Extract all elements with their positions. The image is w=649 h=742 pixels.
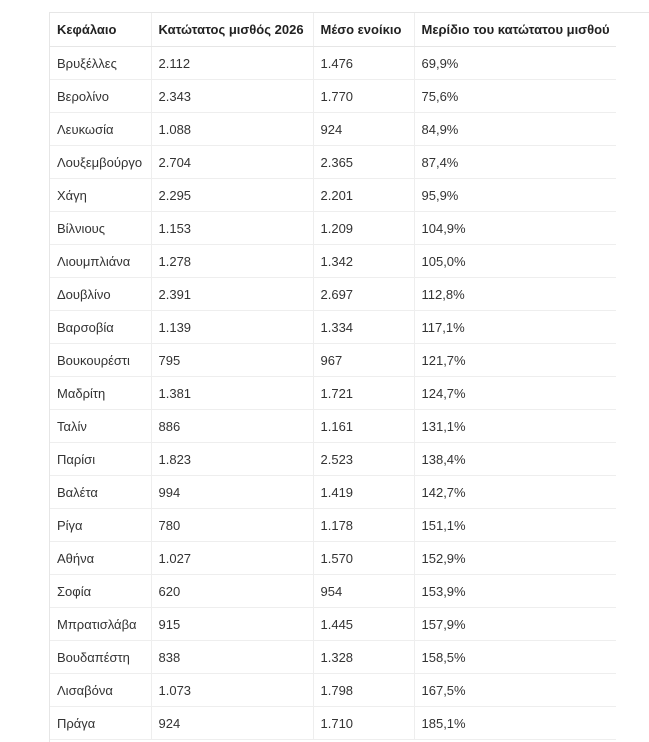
cell-share: 131,1% [414,410,616,443]
cell-capital: Λιουμπλιάνα [50,245,151,278]
table-row [50,608,616,641]
table-row [50,344,616,377]
cell-share: 87,4% [414,146,616,179]
cell-average-rent: 2.365 [313,146,414,179]
cell-min-wage: 2.295 [151,179,313,212]
table-row [50,641,616,674]
cell-capital: Μπρατισλάβα [50,608,151,641]
table-row [50,542,616,575]
table-row [50,707,616,740]
table-row [50,113,616,146]
cell-capital: Ρίγα [50,509,151,542]
cell-share: 158,5% [414,641,616,674]
cell-capital: Βαρσοβία [50,311,151,344]
data-table-container [49,12,649,740]
min-wage-rent-table [50,13,616,740]
cell-min-wage: 1.823 [151,443,313,476]
cell-capital: Ταλίν [50,410,151,443]
table-row [50,80,616,113]
cell-share: 121,7% [414,344,616,377]
cell-average-rent: 1.209 [313,212,414,245]
cell-share: 75,6% [414,80,616,113]
table-row [50,575,616,608]
table-row [50,476,616,509]
table-row [50,674,616,707]
cell-min-wage: 1.139 [151,311,313,344]
cell-min-wage: 1.153 [151,212,313,245]
cell-min-wage: 838 [151,641,313,674]
cell-min-wage: 1.073 [151,674,313,707]
cell-min-wage: 2.391 [151,278,313,311]
cell-average-rent: 1.710 [313,707,414,740]
table-row [50,47,616,80]
cell-share: 95,9% [414,179,616,212]
cell-min-wage: 1.027 [151,542,313,575]
cell-share: 124,7% [414,377,616,410]
cell-min-wage: 994 [151,476,313,509]
cell-average-rent: 1.445 [313,608,414,641]
cell-capital: Βερολίνο [50,80,151,113]
cell-average-rent: 2.523 [313,443,414,476]
cell-average-rent: 2.201 [313,179,414,212]
cell-share: 167,5% [414,674,616,707]
cell-share: 152,9% [414,542,616,575]
table-continuation [49,736,58,742]
header-capital: Κεφάλαιο [50,13,151,47]
cell-average-rent: 1.798 [313,674,414,707]
cell-capital: Παρίσι [50,443,151,476]
cell-average-rent: 1.342 [313,245,414,278]
cell-min-wage: 886 [151,410,313,443]
cell-share: 117,1% [414,311,616,344]
cell-share: 138,4% [414,443,616,476]
table-row [50,377,616,410]
table-row [50,278,616,311]
cell-share: 151,1% [414,509,616,542]
cell-average-rent: 924 [313,113,414,146]
table-row [50,443,616,476]
header-share-of-min-wage: Μερίδιο του κατώτατου μισθού [414,13,616,47]
cell-share: 185,1% [414,707,616,740]
cell-min-wage: 924 [151,707,313,740]
cell-capital: Χάγη [50,179,151,212]
cell-average-rent: 1.570 [313,542,414,575]
cell-capital: Σοφία [50,575,151,608]
cell-capital: Μαδρίτη [50,377,151,410]
cell-share: 105,0% [414,245,616,278]
table-row [50,212,616,245]
cell-min-wage: 2.343 [151,80,313,113]
cell-share: 104,9% [414,212,616,245]
cell-average-rent: 1.476 [313,47,414,80]
cell-min-wage: 1.278 [151,245,313,278]
table-body [50,47,616,740]
cell-share: 69,9% [414,47,616,80]
cell-capital: Αθήνα [50,542,151,575]
cell-average-rent: 1.328 [313,641,414,674]
table-row [50,245,616,278]
cell-share: 142,7% [414,476,616,509]
cell-min-wage: 620 [151,575,313,608]
cell-min-wage: 780 [151,509,313,542]
cell-average-rent: 1.770 [313,80,414,113]
table-row [50,311,616,344]
cell-capital: Πράγα [50,707,151,740]
cell-share: 84,9% [414,113,616,146]
cell-min-wage: 915 [151,608,313,641]
cell-capital: Λευκωσία [50,113,151,146]
cell-capital: Βαλέτα [50,476,151,509]
cell-min-wage: 1.381 [151,377,313,410]
cell-share: 153,9% [414,575,616,608]
cell-capital: Λουξεμβούργο [50,146,151,179]
table-row [50,509,616,542]
cell-average-rent: 1.419 [313,476,414,509]
header-average-rent: Μέσο ενοίκιο [313,13,414,47]
cell-min-wage: 2.112 [151,47,313,80]
cell-average-rent: 1.721 [313,377,414,410]
cell-share: 157,9% [414,608,616,641]
cell-average-rent: 967 [313,344,414,377]
header-min-wage-2026: Κατώτατος μισθός 2026 [151,13,313,47]
cell-share: 112,8% [414,278,616,311]
cell-average-rent: 2.697 [313,278,414,311]
table-row [50,146,616,179]
cell-capital: Βρυξέλλες [50,47,151,80]
cell-capital: Βουδαπέστη [50,641,151,674]
table-row [50,179,616,212]
cell-min-wage: 2.704 [151,146,313,179]
cell-min-wage: 795 [151,344,313,377]
cell-min-wage: 1.088 [151,113,313,146]
cell-capital: Δουβλίνο [50,278,151,311]
cell-capital: Βουκουρέστι [50,344,151,377]
cell-capital: Βίλνιους [50,212,151,245]
table-header-row [50,13,616,47]
cell-average-rent: 1.178 [313,509,414,542]
cell-average-rent: 1.334 [313,311,414,344]
cell-average-rent: 1.161 [313,410,414,443]
cell-average-rent: 954 [313,575,414,608]
table-row [50,410,616,443]
cell-capital: Λισαβόνα [50,674,151,707]
